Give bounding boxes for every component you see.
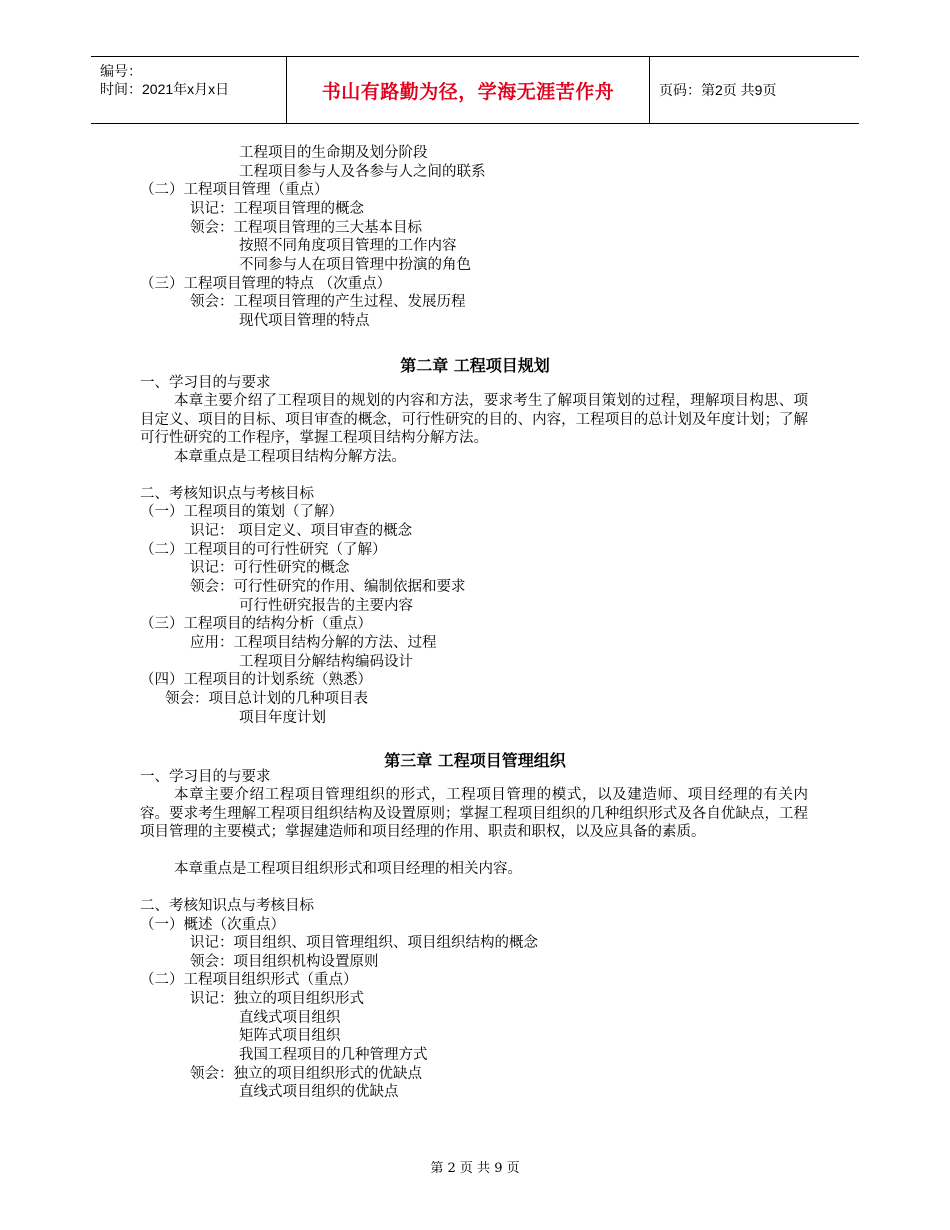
list-item: 直线式项目组织 — [239, 1010, 341, 1026]
chapter-2-intro: 本章主要介绍了工程项目的规划的内容和方法，要求考生了解项目策划的过程，理解项目构思、项目定义、项目的目标、项目审查的概念，可行性研究的目的、内容，工程项目的总计划及年度计划；了解可行性研究的工作程序，掌握工程项目结构分解方法。 — [140, 393, 808, 447]
header-time-label: 时间：2021年x月x日 — [100, 81, 230, 97]
list-item: 项目年度计划 — [239, 710, 326, 726]
chapter-2-objective-heading: 一、学习目的与要求 — [140, 375, 271, 391]
list-item: 不同参与人在项目管理中扮演的角色 — [239, 257, 471, 273]
header-meta — [100, 62, 229, 98]
list-item: （二）工程项目的可行性研究（了解） — [140, 542, 387, 558]
list-item: 我国工程项目的几种管理方式 — [239, 1047, 428, 1063]
header-number-label: 编号： — [100, 63, 142, 79]
list-item: 矩阵式项目组织 — [239, 1028, 341, 1044]
list-item: 按照不同角度项目管理的工作内容 — [239, 238, 457, 254]
chapter-3-title: 第三章 工程项目管理组织 — [384, 751, 566, 770]
list-item: 领会：独立的项目组织形式的优缺点 — [190, 1066, 422, 1082]
list-item: （二）工程项目管理（重点） — [140, 182, 329, 198]
list-item: 工程项目的生命期及划分阶段 — [239, 145, 428, 161]
chapter-3-objective-heading: 一、学习目的与要求 — [140, 769, 271, 785]
list-item: （三）工程项目的结构分析（重点） — [140, 616, 372, 632]
list-item: 识记：独立的项目组织形式 — [190, 991, 364, 1007]
list-item: 识记： 项目定义、项目审查的概念 — [190, 523, 413, 539]
list-item: 识记：可行性研究的概念 — [190, 560, 350, 576]
list-item: （一）工程项目的策划（了解） — [140, 504, 343, 520]
header-motto-cell — [286, 57, 650, 123]
list-item: 领会：项目组织机构设置原则 — [190, 954, 379, 970]
chapter-2-title: 第二章 工程项目规划 — [400, 356, 550, 375]
list-item: 工程项目分解结构编码设计 — [239, 654, 413, 670]
list-item: 识记：项目组织、项目管理组织、项目组织结构的概念 — [190, 935, 538, 951]
chapter-3-focus: 本章重点是工程项目组织形式和项目经理的相关内容。 — [174, 861, 522, 877]
list-item: （四）工程项目的计划系统（熟悉） — [140, 672, 372, 688]
header-motto: 书山有路勤为径，学海无涯苦作舟 — [321, 80, 615, 103]
list-item: （二）工程项目组织形式（重点） — [140, 972, 358, 988]
list-item: （一）概述（次重点） — [140, 917, 285, 933]
chapter-3-kp-heading: 二、考核知识点与考核目标 — [140, 898, 314, 914]
list-item: 现代项目管理的特点 — [239, 313, 370, 329]
header-page-label: 页码：第2页 共9页 — [659, 82, 777, 98]
list-item: 识记：工程项目管理的概念 — [190, 201, 364, 217]
chapter-2-kp-heading: 二、考核知识点与考核目标 — [140, 486, 314, 502]
page-header — [91, 56, 859, 124]
list-item: 应用：工程项目结构分解的方法、过程 — [190, 635, 437, 651]
list-item: 领会：可行性研究的作用、编制依据和要求 — [190, 579, 466, 595]
header-page-cell — [659, 57, 776, 123]
chapter-3-intro: 本章主要介绍工程项目管理组织的形式，工程项目管理的模式，以及建造师、项目经理的有关内容。要求考生理解工程项目组织结构及设置原则；掌握工程项目组织的几种组织形式及各自优缺点，工程项目管理的主要模式；掌握建造师和项目经理的作用、职责和职权，以及应具备的素质。 — [140, 787, 808, 841]
list-item: 直线式项目组织的优缺点 — [239, 1084, 399, 1100]
list-item: 工程项目参与人及各参与人之间的联系 — [239, 164, 486, 180]
list-item: 领会：项目总计划的几种项目表 — [165, 691, 368, 707]
list-item: 领会：工程项目管理的三大基本目标 — [190, 220, 422, 236]
page-footer: 第 2 页 共 9 页 — [430, 1161, 520, 1176]
list-item: 可行性研究报告的主要内容 — [239, 598, 413, 614]
list-item: 领会：工程项目管理的产生过程、发展历程 — [190, 294, 466, 310]
list-item: （三）工程项目管理的特点 （次重点） — [140, 276, 392, 292]
chapter-2-focus: 本章重点是工程项目结构分解方法。 — [174, 449, 406, 465]
